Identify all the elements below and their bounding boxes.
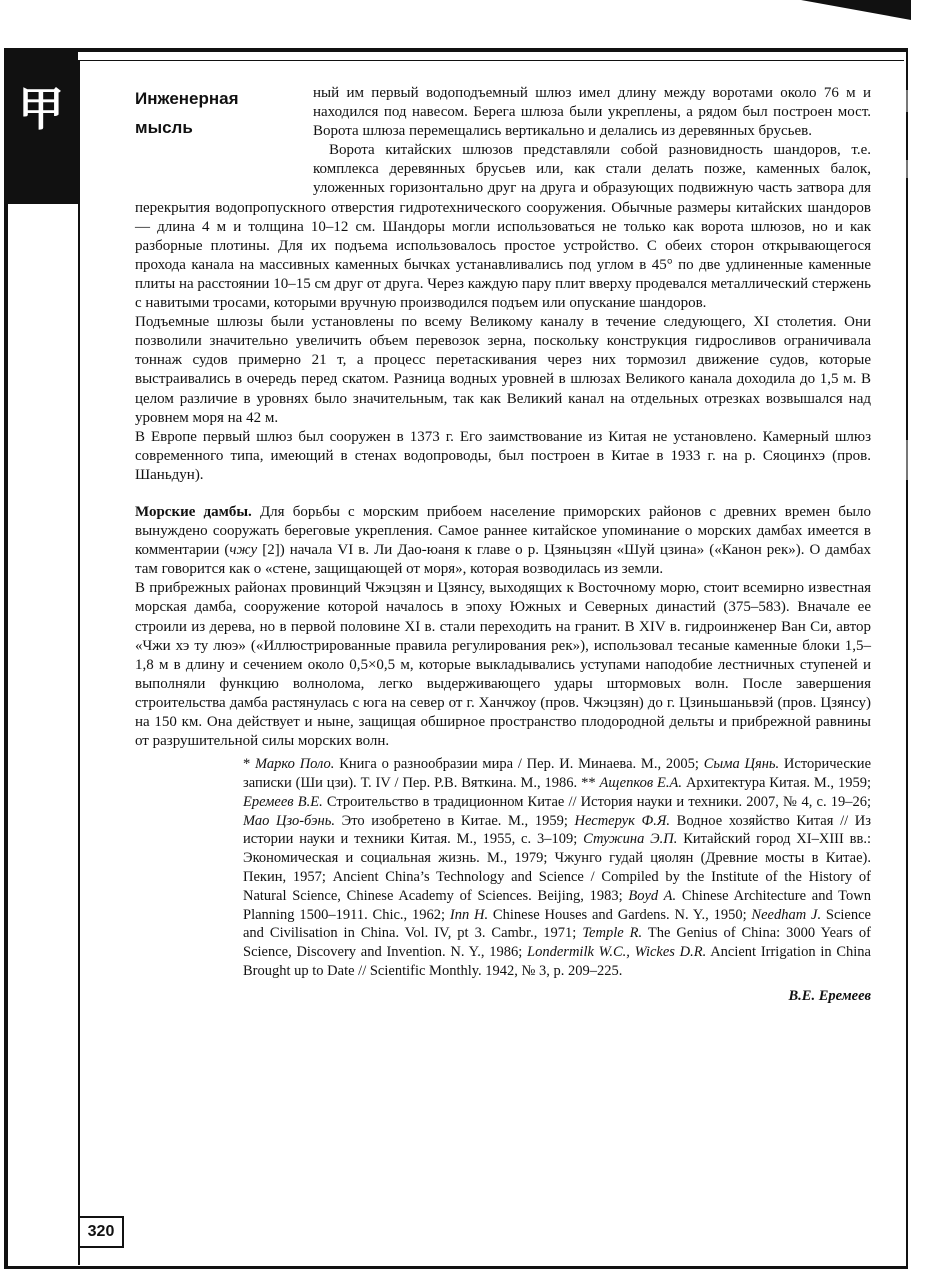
page-frame-left xyxy=(4,48,8,1268)
paragraph-4: В Европе первый шлюз был сооружен в 1373 г. Его заимствование из Китая не установлено. Камерный шлюз современного типа, имеющий в стенах водопроводы, был построен в Китае в 1933 г. на р. Сяоцинхэ (пров. Шаньдун). xyxy=(135,428,871,483)
reference-text: Science and Civilisation in China. Vol. IV, pt 3. Cambr., 1971; xyxy=(243,906,871,942)
page-frame-right xyxy=(906,48,908,1269)
references xyxy=(243,755,871,981)
margin-rule xyxy=(78,60,80,1265)
reference-author: Needham J. xyxy=(751,906,822,923)
page-number: 320 xyxy=(80,1216,124,1248)
section-gap xyxy=(135,485,871,503)
sea-dams-intro: Для борьбы с морским прибоем население приморских районов с древних времен было вынуждено сооружать береговые укрепления. Самое раннее китайское упоминание о морских дамбах имеется в комментарии ( xyxy=(135,503,871,559)
reference-author: Inn H. xyxy=(449,906,489,923)
reference-author: Temple R. xyxy=(582,925,643,942)
author-signature: В.Е. Еремеев xyxy=(788,987,871,1004)
paragraph-3: Подъемные шлюзы были установлены по всему Великому каналу в течение следующего, XI столетия. Они позволили значительно увеличить объем перевозок зерна, поскольку конструкция гидросливов ограничивала тоннаж судов примерно 21 т, а процесс перетаскивания через них тормозил движение судов, которые выстраивались в очередь перед скатом. Разница водных уровней в шлюзах Великого канала доходила до 1,5 м. В целом различие в уровнях было значительным, так как Великий канал на отдельных отрезках возвышался над уровнем моря на 42 м. xyxy=(135,314,871,426)
sea-dams-ref-term: чжу xyxy=(229,542,258,559)
reference-text: Китайский город XI–XIII вв.: Экономическая и социальная жизнь. М., 1979; Чжунго гудай цяолян (Древние мосты в Китае). Пекин, 1957; Ancient China’s Technology and Science / Compiled by the Institute of the History of Natural Science, Chinese Academy of Sciences. Beijing, 1983; xyxy=(243,831,871,904)
header-rule xyxy=(78,60,904,61)
article-body xyxy=(135,84,871,1006)
reference-text: Это изобретено в Китае. М., 1959; xyxy=(334,812,575,829)
scan-mark xyxy=(906,90,908,112)
page-frame-bottom xyxy=(4,1266,908,1269)
section-heading-line2: мысль xyxy=(135,118,193,137)
reference-author: Сыма Цянь. xyxy=(703,756,780,773)
section-heading-line1: Инженерная xyxy=(135,89,239,108)
reference-text: Книга о разнообразии мира / Пер. И. Минаева. М., 2005; xyxy=(334,756,704,773)
paragraph-2: Ворота китайских шлюзов представляли собой разновидность шандоров, т.е. комплекса деревянных брусьев или, как стали делать позже, каменных балок, уложенных горизонтально друг на друга и образующих подвижную часть затвора для перекрытия водопропускного отверстия гидротехнического сооружения. Обычные размеры китайских шандоров — длина 4 м и толщина 10–12 см. Шандоры могли использоваться не только как ворота шлюзов, но и как разборные плотины. Для их подъема использовалось простое устройство. С обеих сторон открывающегося прохода канала на массивных каменных бычках устанавливались под углом в 45° по две удлиненные каменные плиты на расстоянии 10–15 см друг от друга. Через каждую пару плит вверху продевался металлический стержень с навитыми тросами, которыми вручную производился подъем или опускание шандоров. xyxy=(135,142,871,312)
paragraph-1: ный им первый водоподъемный шлюз имел длину между воротами около 76 м и находился под навесом. Берега шлюза были укреплены, а рядом был построен мост. Ворота шлюза перемещались вертикально и делались из деревянных брусьев. xyxy=(313,85,871,140)
reference-text: Строительство в традиционном Китае // История науки и техники. 2007, № 4, с. 19–26; xyxy=(322,793,871,810)
reference-author: Ащепков Е.А. xyxy=(599,774,683,791)
reference-author: Еремеев В.Е. xyxy=(243,793,323,810)
reference-author: Мао Цзо-бэнь. xyxy=(243,812,335,829)
heading-wrap-space xyxy=(135,84,313,196)
reference-text: The Genius of China: 3000 Years of Science, Discovery and Invention. N. Y., 1986; xyxy=(243,925,872,961)
reference-author: Boyd A. xyxy=(628,887,677,904)
reference-author: Londermilk W.C., Wickes D.R. xyxy=(527,944,707,961)
reference-text: Архитектура Китая. М., 1959; xyxy=(682,774,872,791)
page-frame-top xyxy=(4,48,908,52)
reference-text: Chinese Houses and Gardens. N. Y., 1950; xyxy=(488,906,752,923)
sea-dams-ref-number: [2] xyxy=(257,542,280,559)
reference-text: Ancient Irrigation in China Brought up to Date // Scientific Monthly. 1942, № 3, p. 209–225. xyxy=(243,944,871,979)
reference-author: Стужина Э.П. xyxy=(583,831,678,848)
scan-mark xyxy=(906,440,908,480)
reference-text: Chinese Architecture and Town Planning 1500–1911. Chic., 1962; xyxy=(243,887,871,923)
reference-author: Нестерук Ф.Я. xyxy=(574,812,670,829)
reference-text: Водное хозяйство Китая // Из истории науки и техники Китая. М., 1955, с. 3–109; xyxy=(243,812,871,848)
section-tab xyxy=(4,52,78,204)
corner-decoration xyxy=(801,0,911,20)
sea-dams-rest: ) начала VI в. Ли Дао-юаня к главе о р. Цзяньцзян «Шуй цзина» («Канон рек»). О дамбах там говорится как о «стене, защищающей от моря», которая возводилась из земли. xyxy=(135,542,871,578)
sea-dams-paragraph-2: В прибрежных районах провинций Чжэцзян и Цзянсу, выходящих к Восточному морю, стоит всемирно известная морская дамба, сооружение которой началось в эпоху Южных и Северных династий (375–583). Вначале ее строили из дерева, но в первой половине XI в. стали переходить на гранит. В XIV в. гидроинженер Ван Си, автор «Чжи хэ ту люэ» («Иллюстрированные правила регулирования рек»), использовал тесаные каменные блоки 1,5–1,8 м в длину и сечением около 0,5×0,5 м, которые выкладывались уступами наподобие лестничных ступеней и выполняли функцию волнолома, легко выдерживающего удары штормовых волн. После завершения строительства дамба растянулась с юга на север от г. Ханчжоу (пров. Чжэцзян) до г. Цзиньшаньвэй (пров. Цзянсу) на 150 км. Она действует и ныне, защищая обширное пространство плодородной дельты и прибрежной равнины от разрушительной силы морских волн. xyxy=(135,580,871,750)
reference-author: Марко Поло. xyxy=(255,756,335,773)
scan-mark xyxy=(906,160,908,178)
reference-text: * xyxy=(243,756,256,773)
section-glyph-icon: 甲 xyxy=(18,84,64,135)
sea-dams-paragraph xyxy=(135,503,871,579)
reference-text: Исторические записки (Ши цзи). Т. IV / Пер. Р.В. Вяткина. М., 1986. ** xyxy=(243,756,871,791)
sea-dams-title: Морские дамбы. xyxy=(135,503,252,520)
